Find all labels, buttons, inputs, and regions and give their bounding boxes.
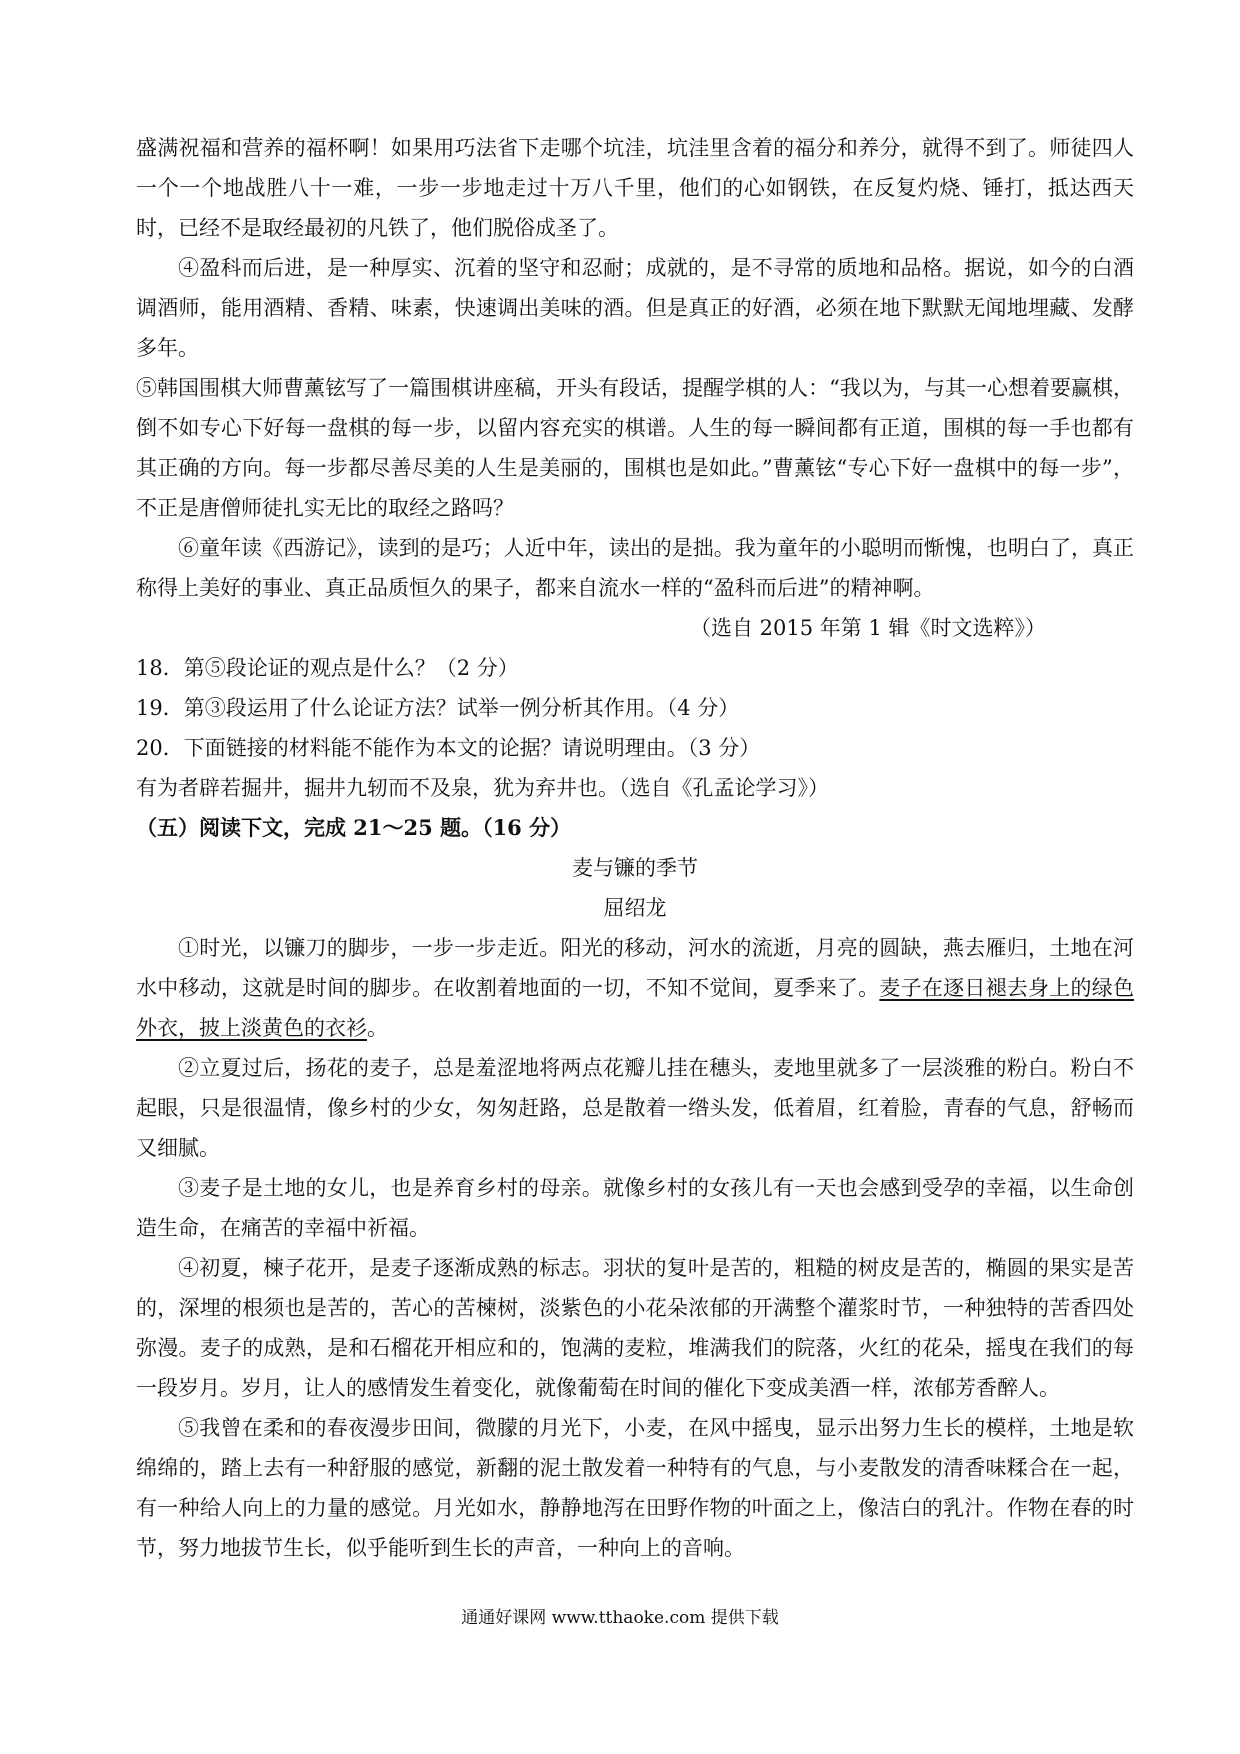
paragraph-1-text: ①时光，以镰刀的脚步，一步一步走近。阳光的移动，河水的流逝，月亮的圆缺，燕去雁归，土地在河水中移动，这就是时间的脚步。在收割着地面的一切，不知不觉间，夏季来了。: [136, 936, 1134, 1000]
paragraph-1-end: 。: [367, 1016, 388, 1040]
question-18: 18．第⑤段论证的观点是什么？（2 分）: [136, 656, 519, 680]
page-footer: 通通好课网 www.tthaoke.com 提供下载: [461, 1608, 779, 1628]
question-19: 19．第③段运用了什么论证方法？试举一例分析其作用。（4 分）: [136, 696, 740, 720]
essay-author: 屈绍龙: [603, 896, 667, 920]
paragraph-3-continued: 盛满祝福和营养的福杯啊！如果用巧法省下走哪个坑洼，坑洼里含着的福分和养分，就得不到了。师徒四人一个一个地战胜八十一难，一步一步地走过十万八千里，他们的心如钢铁，在反复灼烧、锤打，抵达西天时，已经不是取经最初的凡铁了，他们脱俗成圣了。: [136, 136, 1134, 240]
paragraph-4: ④盈科而后进，是一种厚实、沉着的坚守和忍耐；成就的，是不寻常的质地和品格。据说，如今的白酒调酒师，能用酒精、香精、味素，快速调出美味的酒。但是真正的好酒，必须在地下默默无闻地埋藏、发酵多年。: [136, 256, 1134, 360]
question-20: 20．下面链接的材料能不能作为本文的论据？请说明理由。（3 分）: [136, 736, 761, 760]
paragraph-6: ⑥童年读《西游记》，读到的是巧；人近中年，读出的是拙。我为童年的小聪明而惭愧，也明白了，真正称得上美好的事业、真正品质恒久的果子，都来自流水一样的“盈科而后进”的精神啊。: [136, 536, 1134, 600]
paragraph-5: ⑤韩国围棋大师曹薰铉写了一篇围棋讲座稿，开头有段话，提醒学棋的人：“我以为，与其一心想着要赢棋，倒不如专心下好每一盘棋的每一步，以留内容充实的棋谱。人生的每一瞬间都有正道，围棋的每一手也都有其正确的方向。每一步都尽善尽美的人生是美丽的，围棋也是如此。”曹薰铉“专心下好一盘棋中的每一步”，不正是唐僧师徒扎实无比的取经之路吗？: [136, 376, 1134, 520]
source-citation: （选自 2015 年第 1 辑《时文选粹》）: [689, 616, 1046, 640]
essay-paragraph-5: ⑤我曾在柔和的春夜漫步田间，微朦的月光下，小麦，在风中摇曳，显示出努力生长的模样，土地是软绵绵的，踏上去有一种舒服的感觉，新翻的泥土散发着一种特有的气息，与小麦散发的清香味糅合在一起，有一种给人向上的力量的感觉。月光如水，静静地泻在田野作物的叶面之上，像洁白的乳汁。作物在春的时节，努力地拔节生长，似乎能听到生长的声音，一种向上的音响。: [136, 1416, 1134, 1560]
essay-paragraph-2: ②立夏过后，扬花的麦子，总是羞涩地将两点花瓣儿挂在穗头，麦地里就多了一层淡雅的粉白。粉白不起眼，只是很温情，像乡村的少女，匆匆赶路，总是散着一绺头发，低着眉，红着脸，青春的气息，舒畅而又细腻。: [136, 1056, 1134, 1160]
essay-paragraph-4: ④初夏，楝子花开，是麦子逐渐成熟的标志。羽状的复叶是苦的，粗糙的树皮是苦的，椭圆的果实是苦的，深埋的根须也是苦的，苦心的苦楝树，淡紫色的小花朵浓郁的开满整个灌浆时节，一种独特的苦香四处弥漫。麦子的成熟，是和石榴花开相应和的，饱满的麦粒，堆满我们的院落，火红的花朵，摇曳在我们的每一段岁月。岁月，让人的感情发生着变化，就像葡萄在时间的催化下变成美酒一样，浓郁芳香醉人。: [136, 1256, 1134, 1400]
essay-paragraph-1: [136, 928, 1134, 1048]
question-20-material: 有为者辟若掘井，掘井九轫而不及泉，犹为弃井也。（选自《孔孟论学习》）: [136, 776, 829, 800]
essay-continuation: [136, 128, 1134, 1568]
essay-title: 麦与镰的季节: [572, 856, 698, 880]
underlined-sentence: 麦子在逐日褪去身上的绿色外衣，披上淡黄色的衣衫: [136, 976, 1135, 1040]
essay-paragraph-3: ③麦子是土地的女儿，也是养育乡村的母亲。就像乡村的女孩儿有一天也会感到受孕的幸福，以生命创造生命，在痛苦的幸福中祈福。: [136, 1176, 1134, 1240]
section-five-heading: （五）阅读下文，完成 21～25 题。（16 分）: [136, 815, 572, 840]
